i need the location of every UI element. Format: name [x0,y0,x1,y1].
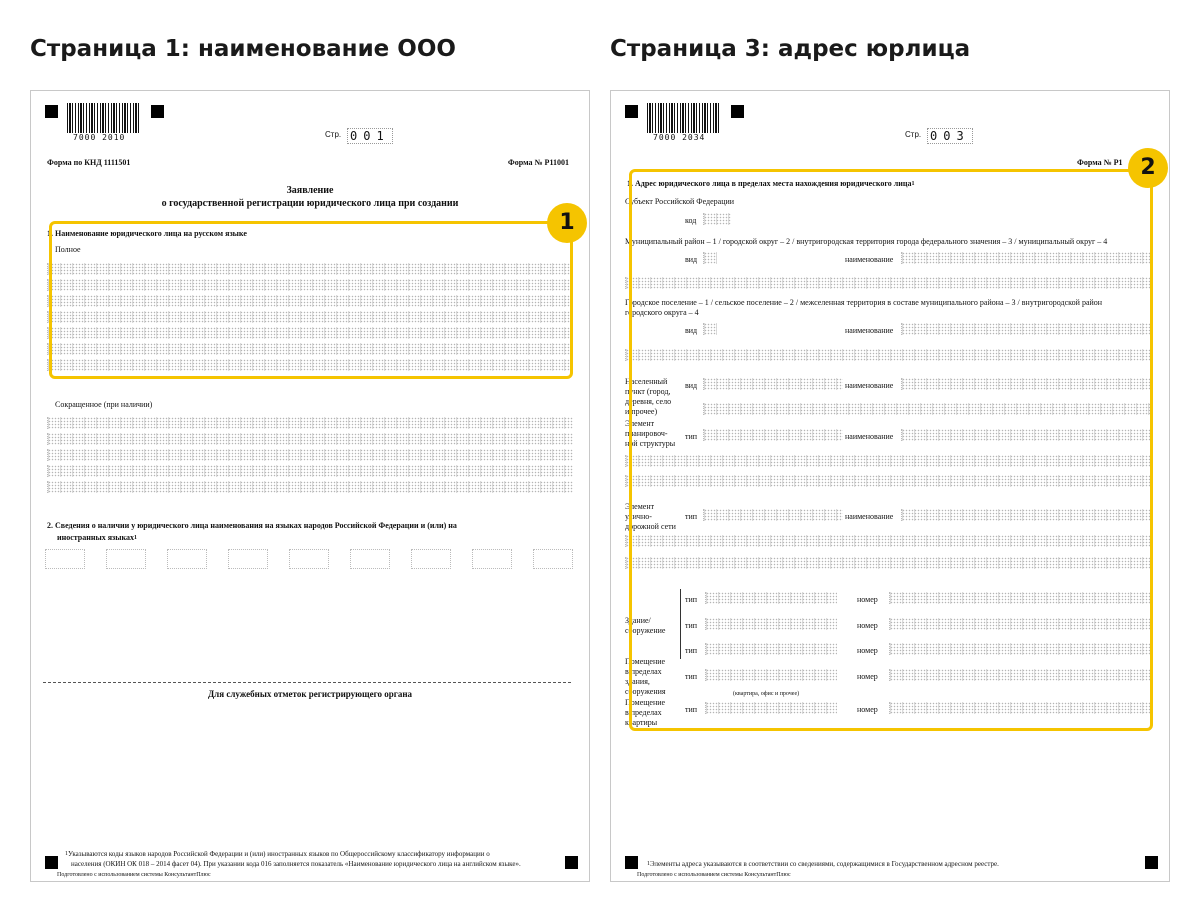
room-building-label: Помещение [625,657,666,666]
page3-heading: Страница 3: адрес юрлица [610,36,971,62]
language-code-box[interactable] [106,549,146,569]
form-page-3 [610,90,1170,882]
section2-title-cont: иностранных языках$^1$ [57,533,137,542]
footnote-line-1: 1Указываются коды языков народов Российской Федерации и (или) иностранных языков по Общероссийскому классификатору информации о [65,850,490,858]
highlight-frame-2 [629,169,1153,731]
badge-1: 1 [547,203,587,243]
short-name-field-row[interactable] [47,465,573,477]
corner-marker [45,105,58,118]
footnote-line-2: населения (ОКИН ОК 018 – 2014 фасет 04). При указании кода 016 заполняется показатель «Наименование юридического лица на английском языке». [71,860,521,868]
language-code-box[interactable] [228,549,268,569]
prepared-by: Подготовлено с использованием системы КонсультантПлюс [637,872,791,878]
room-hint: (квартира, офис и прочее) [733,691,800,697]
barcode-image [647,103,721,133]
form-subtitle: о государственной регистрации юридического лица при создании [161,198,459,209]
corner-marker [625,856,638,869]
form-knd-code: Форма по КНД 1111501 [47,158,131,167]
locality-label: деревня, село [625,397,672,406]
barcode-number: 7000 2010 [73,133,126,142]
page-label: Стр. [325,130,342,139]
language-code-box[interactable] [289,549,329,569]
language-code-box[interactable] [350,549,390,569]
settlement-label-cont: городского округа – 4 [625,308,699,317]
kind-label: вид [685,381,698,390]
corner-marker [1145,856,1158,869]
corner-marker [625,105,638,118]
locality-label: и прочее) [625,407,658,416]
room-building-label: здания, [625,677,650,686]
type-label: тип [685,621,698,630]
page-number: 001 [347,128,393,144]
settlement-label: Городское поселение – 1 / сельское поселение – 2 / межселенная территория в составе муниципального района – 3 / внутригородской район [625,298,1103,307]
name-label: наименование [845,512,894,521]
name-label: наименование [845,255,894,264]
section2-title: 2. Сведения о наличии у юридического лица наименования на языках народов Российской Федерации и (или) на [47,521,457,530]
short-name-label: Сокращенное (при наличии) [55,400,153,409]
number-label: номер [857,705,878,714]
highlight-frame-1 [49,221,573,379]
room-building-label: сооружения [625,687,666,696]
type-label: тип [685,432,698,441]
full-name-label-text: Полное [55,245,81,254]
form-title: Заявление [286,185,334,196]
language-code-box[interactable] [167,549,207,569]
kind-label: вид [685,326,698,335]
short-name-field-row[interactable] [47,481,573,493]
page1-heading: Страница 1: наименование ООО [30,36,456,62]
number-label: номер [857,595,878,604]
service-marks-title: Для служебных отметок регистрирующего органа [207,689,413,699]
form-number: Форма № Р11001 [507,158,569,167]
number-label: номер [857,672,878,681]
corner-marker [565,856,578,869]
planning-label: Элемент [625,419,655,428]
short-name-field-row[interactable] [47,433,573,445]
planning-label: планировоч- [625,429,668,438]
address-section-title: 1. Адрес юридического лица в пределах места нахождения юридического лица$^1$ [627,179,915,188]
locality-label: пункт (город, [625,387,671,396]
form-page-1 [30,90,590,882]
corner-marker [731,105,744,118]
page-label: Стр. [905,130,922,139]
building-label: Здание/ [625,616,651,625]
room-flat-label: квартиры [625,718,658,727]
kind-label: вид [685,255,698,264]
language-code-box[interactable] [472,549,512,569]
short-name-field-row[interactable] [47,449,573,461]
barcode-number: 7000 2034 [653,133,706,142]
subject-label: Субъект Российской Федерации [625,197,735,206]
language-code-box[interactable] [533,549,573,569]
room-flat-label: в пределах [625,708,662,717]
footnote: 1Элементы адреса указываются в соответствии со сведениями, содержащимися в Государственном адресном реестре. [647,860,999,868]
barcode-image [67,103,141,133]
type-label: тип [685,646,698,655]
locality-label: Населенный [625,377,668,386]
language-code-box[interactable] [411,549,451,569]
name-label: наименование [845,326,894,335]
type-label: тип [685,672,698,681]
badge-2: 2 [1128,148,1168,188]
type-label: тип [685,705,698,714]
language-code-box[interactable] [45,549,85,569]
building-label: сооружение [625,626,666,635]
prepared-by: Подготовлено с использованием системы КонсультантПлюс [57,872,211,878]
street-label: улично- [625,512,652,521]
name-label: наименование [845,381,894,390]
room-building-label: в пределах [625,667,662,676]
type-label: тип [685,512,698,521]
code-label: код [685,216,697,225]
number-label: номер [857,621,878,630]
room-flat-label: Помещение [625,698,666,707]
corner-marker [45,856,58,869]
service-divider [43,682,571,683]
name-label: наименование [845,432,894,441]
type-label: тип [685,595,698,604]
page-number: 003 [927,128,973,144]
street-label: Элемент [625,502,655,511]
municipal-district-label: Муниципальный район – 1 / городской округ – 2 / внутригородская территория города федерального значения – 3 / муниципальный округ – 4 [625,237,1108,246]
form-number: Форма № Р1 [1077,158,1123,167]
short-name-field-row[interactable] [47,417,573,429]
corner-marker [151,105,164,118]
street-label: дорожной сети [625,522,676,531]
number-label: номер [857,646,878,655]
planning-label: ной структуры [625,439,676,448]
section1-title: 1. Наименование юридического лица на русском языке [47,229,247,238]
